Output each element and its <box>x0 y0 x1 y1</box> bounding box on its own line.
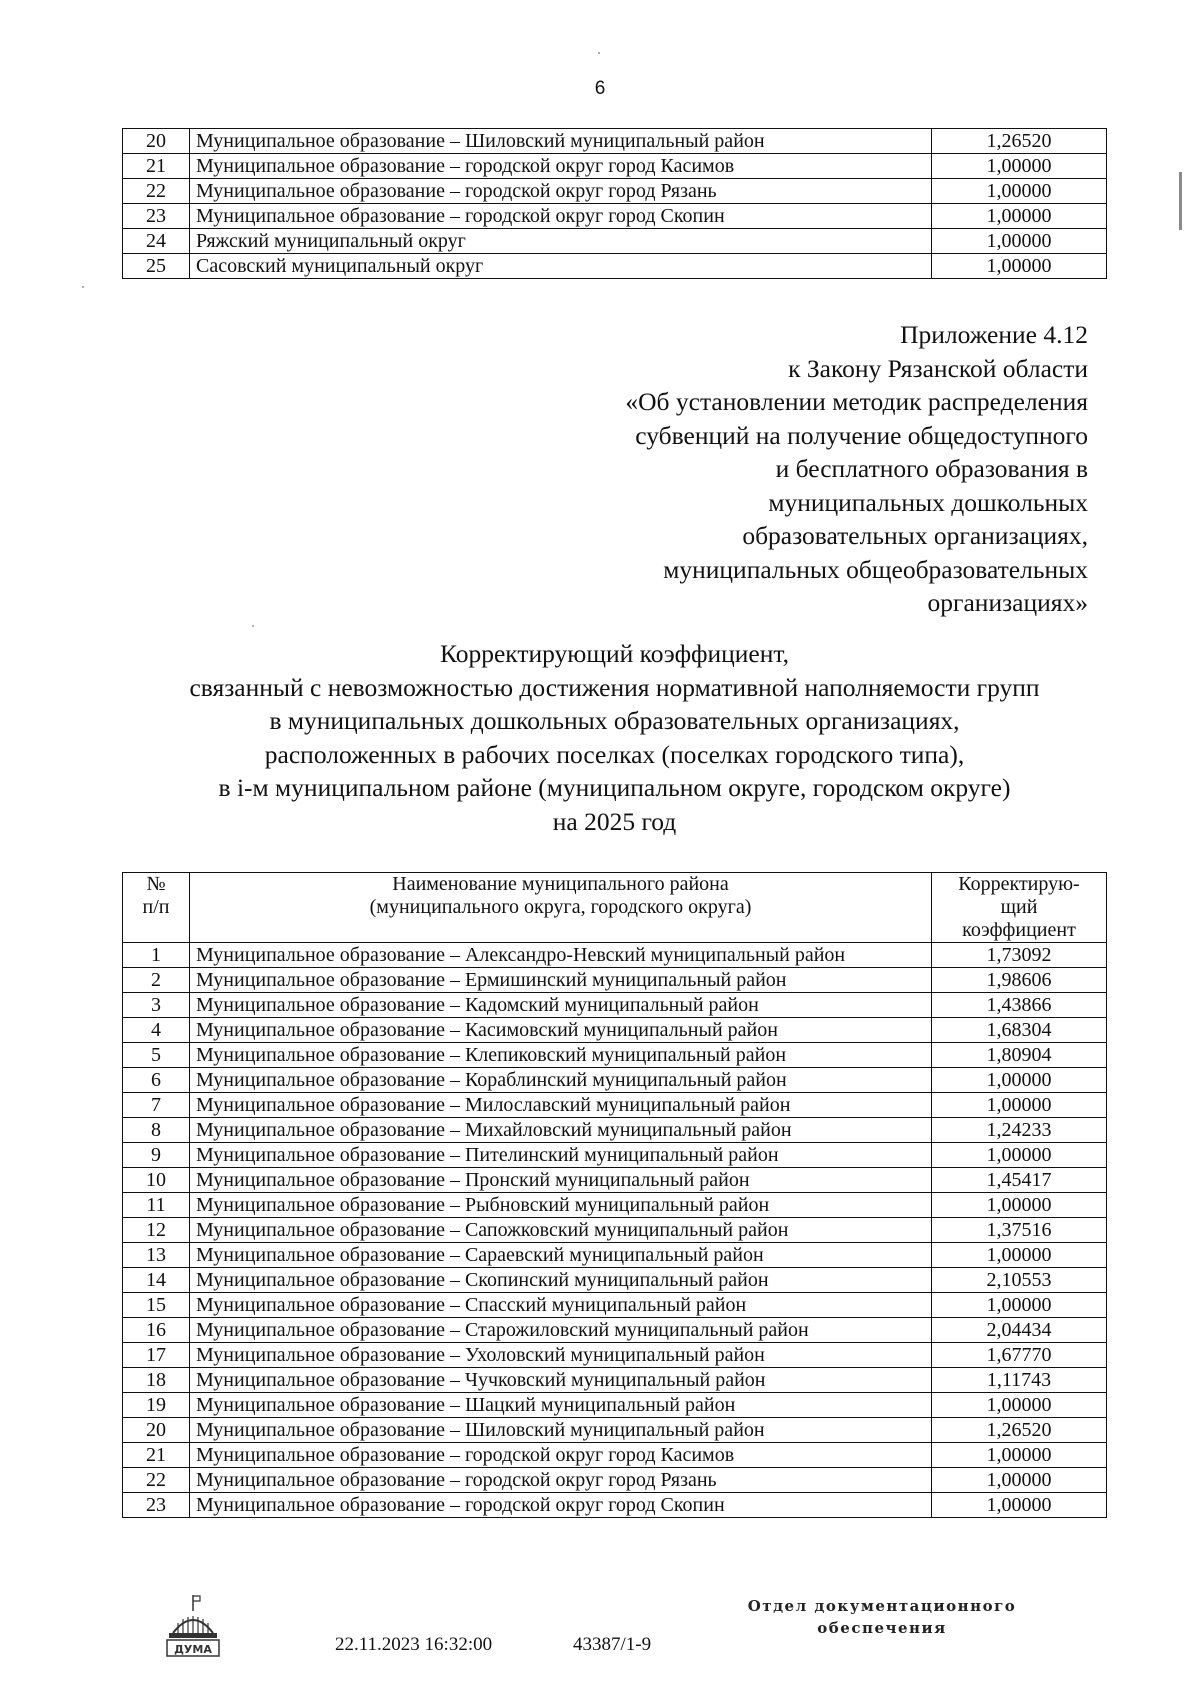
row-name: Муниципальное образование – Милославский муниципальный район <box>190 1093 932 1118</box>
appendix-line: муниципальных общеобразовательных <box>663 554 1088 584</box>
table-row <box>123 1243 1107 1268</box>
row-coefficient: 1,00000 <box>932 254 1107 279</box>
department-line: Отдел документационного <box>747 1597 1017 1615</box>
row-coefficient: 1,00000 <box>932 1468 1107 1493</box>
table-row <box>123 1468 1107 1493</box>
row-name: Муниципальное образование – Ухоловский муниципальный район <box>190 1343 932 1368</box>
row-name: Муниципальное образование – Шацкий муниципальный район <box>190 1393 932 1418</box>
table-row <box>123 1393 1107 1418</box>
row-number: 23 <box>123 204 190 229</box>
row-coefficient: 2,04434 <box>932 1318 1107 1343</box>
row-coefficient: 1,00000 <box>932 1443 1107 1468</box>
row-name: Муниципальное образование – Александро-Невский муниципальный район <box>190 943 932 968</box>
row-number: 3 <box>123 993 190 1018</box>
table-row <box>123 254 1107 279</box>
logo-text: ДУМА <box>174 1643 212 1656</box>
row-number: 6 <box>123 1068 190 1093</box>
header-name <box>190 873 932 943</box>
header-coefficient-line: Корректирую- <box>958 873 1080 895</box>
row-coefficient: 1,00000 <box>932 229 1107 254</box>
table-row <box>123 1493 1107 1518</box>
appendix-line: к Закону Рязанской области <box>788 353 1088 383</box>
table-row <box>123 1068 1107 1093</box>
row-number: 18 <box>123 1368 190 1393</box>
row-number: 24 <box>123 229 190 254</box>
row-name: Муниципальное образование – Касимовский муниципальный район <box>190 1018 932 1043</box>
row-number: 4 <box>123 1018 190 1043</box>
appendix-line: Приложение 4.12 <box>900 320 1088 349</box>
table-row <box>123 1168 1107 1193</box>
row-number: 15 <box>123 1293 190 1318</box>
row-coefficient: 1,98606 <box>932 968 1107 993</box>
table-row <box>123 179 1107 204</box>
row-coefficient: 1,11743 <box>932 1368 1107 1393</box>
scan-edge-mark <box>1179 172 1182 230</box>
row-name: Муниципальное образование – городской округ город Скопин <box>190 1493 932 1518</box>
table-row <box>123 1193 1107 1218</box>
duma-logo-icon <box>164 1593 222 1659</box>
registration-number: 43387/1-9 <box>573 1634 652 1655</box>
table-row <box>123 1268 1107 1293</box>
row-coefficient: 1,73092 <box>932 943 1107 968</box>
row-name: Муниципальное образование – Ермишинский муниципальный район <box>190 968 932 993</box>
table-row <box>123 1093 1107 1118</box>
table-row <box>123 968 1107 993</box>
row-number: 10 <box>123 1168 190 1193</box>
header-name-line: Наименование муниципального района <box>392 873 729 895</box>
table-row <box>123 1043 1107 1068</box>
row-number: 22 <box>123 179 190 204</box>
row-coefficient: 1,68304 <box>932 1018 1107 1043</box>
row-name: Муниципальное образование – городской округ город Скопин <box>190 204 932 229</box>
title-line: в i-м муниципальном районе (муниципальном округе, городском округе) <box>218 773 1011 802</box>
appendix-line: «Об установлении методик распределения <box>625 387 1088 416</box>
row-name: Муниципальное образование – Михайловский муниципальный район <box>190 1118 932 1143</box>
table-row <box>123 154 1107 179</box>
coefficient-table <box>122 872 1107 1518</box>
row-coefficient: 1,00000 <box>932 1093 1107 1118</box>
row-name: Сасовский муниципальный округ <box>190 254 932 279</box>
row-number: 16 <box>123 1318 190 1343</box>
row-coefficient: 1,00000 <box>932 1193 1107 1218</box>
table-row <box>123 1143 1107 1168</box>
row-name: Муниципальное образование – городской округ город Рязань <box>190 1468 932 1493</box>
table-row <box>123 1218 1107 1243</box>
header-number <box>123 873 190 943</box>
row-name: Муниципальное образование – Шиловский муниципальный район <box>190 129 932 154</box>
table-row <box>123 1443 1107 1468</box>
row-coefficient: 1,26520 <box>932 129 1107 154</box>
row-number: 23 <box>123 1493 190 1518</box>
row-coefficient: 1,43866 <box>932 993 1107 1018</box>
row-number: 20 <box>123 129 190 154</box>
row-name: Муниципальное образование – городской округ город Касимов <box>190 1443 932 1468</box>
row-coefficient: 1,24233 <box>932 1118 1107 1143</box>
table-row <box>123 1418 1107 1443</box>
table-row <box>123 1318 1107 1343</box>
row-number: 5 <box>123 1043 190 1068</box>
row-name: Муниципальное образование – Рыбновский муниципальный район <box>190 1193 932 1218</box>
header-name-line: (муниципального округа, городского округа) <box>369 896 752 918</box>
row-coefficient: 1,00000 <box>932 179 1107 204</box>
row-coefficient: 1,80904 <box>932 1043 1107 1068</box>
header-coefficient-line: коэффициент <box>962 919 1076 941</box>
header-coefficient-line: щий <box>1000 896 1038 918</box>
row-number: 21 <box>123 1443 190 1468</box>
table-row <box>123 129 1107 154</box>
row-coefficient: 1,00000 <box>932 154 1107 179</box>
appendix-line: организациях» <box>927 588 1088 617</box>
row-number: 21 <box>123 154 190 179</box>
table-row <box>123 204 1107 229</box>
row-name: Муниципальное образование – Скопинский муниципальный район <box>190 1268 932 1293</box>
table-row <box>123 1368 1107 1393</box>
row-number: 25 <box>123 254 190 279</box>
appendix-line: субвенций на получение общедоступного <box>635 420 1088 450</box>
row-name: Муниципальное образование – Кадомский муниципальный район <box>190 993 932 1018</box>
title-line: в муниципальных дошкольных образовательных организациях, <box>269 706 960 735</box>
row-number: 12 <box>123 1218 190 1243</box>
table-row <box>123 1018 1107 1043</box>
row-name: Муниципальное образование – Пителинский муниципальный район <box>190 1143 932 1168</box>
row-name: Муниципальное образование – Клепиковский муниципальный район <box>190 1043 932 1068</box>
row-name: Муниципальное образование – городской округ город Рязань <box>190 179 932 204</box>
table-row <box>123 229 1107 254</box>
document-title <box>122 637 1107 838</box>
row-name: Муниципальное образование – Сараевский муниципальный район <box>190 1243 932 1268</box>
appendix-line: и бесплатного образования в <box>775 454 1088 483</box>
row-number: 9 <box>123 1143 190 1168</box>
row-number: 20 <box>123 1418 190 1443</box>
table-header-row <box>123 873 1107 943</box>
row-number: 7 <box>123 1093 190 1118</box>
row-number: 8 <box>123 1118 190 1143</box>
row-coefficient: 1,00000 <box>932 1493 1107 1518</box>
table-row <box>123 1118 1107 1143</box>
row-name: Ряжский муниципальный округ <box>190 229 932 254</box>
row-coefficient: 2,10553 <box>932 1268 1107 1293</box>
scan-speck <box>82 286 84 288</box>
row-coefficient: 1,67770 <box>932 1343 1107 1368</box>
row-coefficient: 1,00000 <box>932 1143 1107 1168</box>
row-name: Муниципальное образование – Спасский муниципальный район <box>190 1293 932 1318</box>
department-line: обеспечения <box>817 1619 947 1637</box>
row-name: Муниципальное образование – Шиловский муниципальный район <box>190 1418 932 1443</box>
row-coefficient: 1,45417 <box>932 1168 1107 1193</box>
row-coefficient: 1,26520 <box>932 1418 1107 1443</box>
title-line: расположенных в рабочих поселках (поселках городского типа), <box>264 739 965 769</box>
row-number: 11 <box>123 1193 190 1218</box>
row-coefficient: 1,00000 <box>932 1293 1107 1318</box>
row-number: 17 <box>123 1343 190 1368</box>
row-coefficient: 1,37516 <box>932 1218 1107 1243</box>
row-name: Муниципальное образование – Старожиловский муниципальный район <box>190 1318 932 1343</box>
department-stamp <box>732 1595 1032 1639</box>
row-coefficient: 1,00000 <box>932 1068 1107 1093</box>
row-number: 2 <box>123 968 190 993</box>
title-line: Корректирующий коэффициент, <box>439 639 790 668</box>
scan-speck <box>598 52 600 54</box>
row-number: 14 <box>123 1268 190 1293</box>
row-name: Муниципальное образование – Сапожковский муниципальный район <box>190 1218 932 1243</box>
header-number-line: п/п <box>142 896 170 918</box>
row-name: Муниципальное образование – Пронский муниципальный район <box>190 1168 932 1193</box>
row-coefficient: 1,00000 <box>932 1243 1107 1268</box>
row-number: 19 <box>123 1393 190 1418</box>
scan-speck <box>252 625 254 627</box>
appendix-line: муниципальных дошкольных <box>768 487 1088 517</box>
row-coefficient: 1,00000 <box>932 1393 1107 1418</box>
header-coefficient <box>932 873 1107 943</box>
appendix-line: образовательных организациях, <box>742 521 1088 550</box>
row-number: 1 <box>123 943 190 968</box>
table-row <box>123 1343 1107 1368</box>
table-row <box>123 1293 1107 1318</box>
row-coefficient: 1,00000 <box>932 204 1107 229</box>
continued-table <box>122 128 1107 279</box>
appendix-header <box>625 318 1088 620</box>
page-number: 6 <box>594 78 606 99</box>
row-name: Муниципальное образование – Кораблинский муниципальный район <box>190 1068 932 1093</box>
row-name: Муниципальное образование – городской округ город Касимов <box>190 154 932 179</box>
title-line: на 2025 год <box>552 806 677 836</box>
registration-datetime: 22.11.2023 16:32:00 <box>335 1634 493 1655</box>
table-row <box>123 993 1107 1018</box>
row-number: 22 <box>123 1468 190 1493</box>
row-name: Муниципальное образование – Чучковский муниципальный район <box>190 1368 932 1393</box>
title-line: связанный с невозможностью достижения нормативной наполняемости групп <box>189 672 1040 702</box>
table-row <box>123 943 1107 968</box>
header-number-line: № <box>146 873 166 895</box>
row-number: 13 <box>123 1243 190 1268</box>
